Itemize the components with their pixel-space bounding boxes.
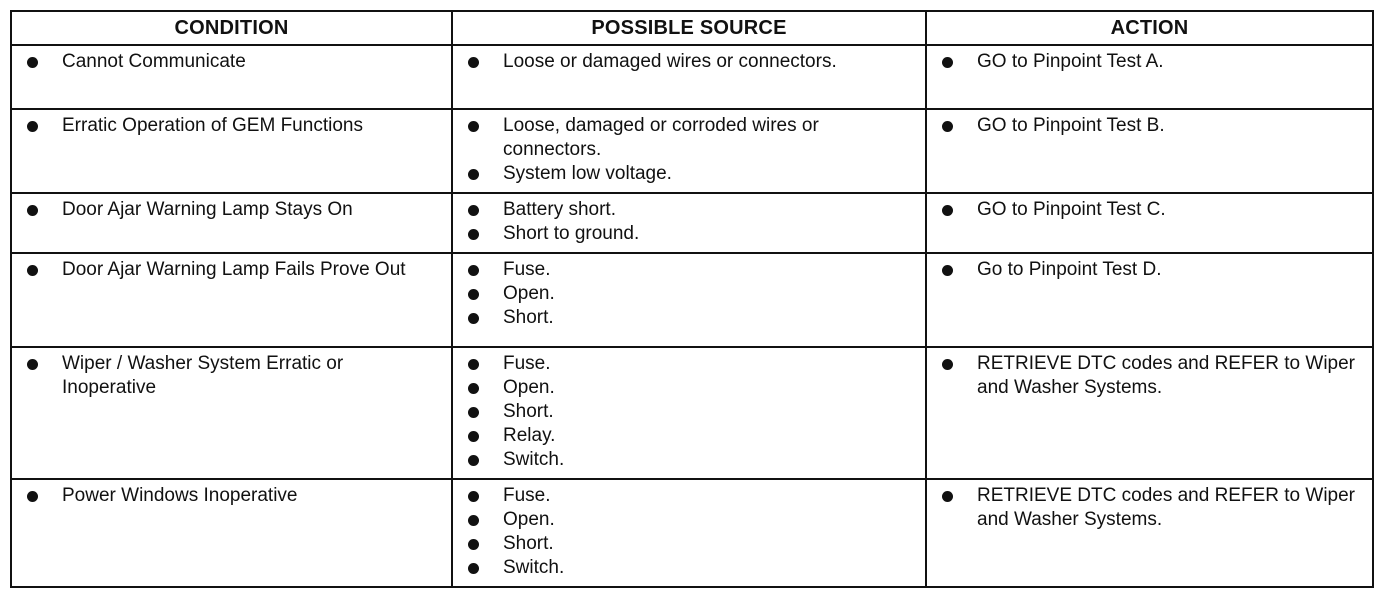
table-row bbox=[11, 109, 1373, 193]
list-item bbox=[465, 556, 915, 580]
action-cell-text: GO to Pinpoint Test B. bbox=[977, 115, 1165, 136]
bullet-icon bbox=[468, 359, 479, 370]
action-cell bbox=[926, 479, 1373, 587]
action-cell bbox=[926, 193, 1373, 253]
bullet-icon bbox=[468, 383, 479, 394]
possible-source-cell bbox=[452, 109, 926, 193]
condition-header: CONDITION bbox=[11, 11, 452, 45]
possible-source-cell-text: System low voltage. bbox=[503, 163, 672, 184]
condition-cell-list bbox=[24, 352, 441, 400]
table-body bbox=[11, 45, 1373, 587]
condition-cell bbox=[11, 109, 452, 193]
possible-source-cell-text: Switch. bbox=[503, 557, 565, 578]
bullet-icon bbox=[468, 169, 479, 180]
condition-cell bbox=[11, 253, 452, 347]
bullet-icon bbox=[468, 431, 479, 442]
action-cell bbox=[926, 347, 1373, 479]
bullet-icon bbox=[27, 359, 38, 370]
action-cell-text: RETRIEVE DTC codes and REFER to Wiper and Washer Systems. bbox=[977, 485, 1355, 530]
possible-source-cell-list bbox=[465, 484, 915, 580]
action-cell-list bbox=[939, 258, 1362, 282]
action-header: ACTION bbox=[926, 11, 1373, 45]
possible-source-cell-list bbox=[465, 258, 915, 330]
bullet-icon bbox=[468, 289, 479, 300]
action-cell-list bbox=[939, 198, 1362, 222]
list-item bbox=[939, 352, 1362, 400]
possible-source-cell-text: Switch. bbox=[503, 449, 565, 470]
bullet-icon bbox=[468, 265, 479, 276]
list-item bbox=[24, 258, 441, 282]
action-cell-text: GO to Pinpoint Test C. bbox=[977, 199, 1166, 220]
table-row bbox=[11, 347, 1373, 479]
condition-cell-list bbox=[24, 114, 441, 138]
list-item bbox=[939, 258, 1362, 282]
possible-source-cell-text: Short. bbox=[503, 533, 554, 554]
action-cell-text: RETRIEVE DTC codes and REFER to Wiper and Washer Systems. bbox=[977, 353, 1355, 398]
possible-source-cell-list bbox=[465, 198, 915, 246]
bullet-icon bbox=[468, 313, 479, 324]
possible-source-cell-text: Battery short. bbox=[503, 199, 616, 220]
bullet-icon bbox=[942, 359, 953, 370]
possible-source-header: POSSIBLE SOURCE bbox=[452, 11, 926, 45]
action-cell-list bbox=[939, 352, 1362, 400]
possible-source-cell-text: Loose or damaged wires or connectors. bbox=[503, 51, 837, 72]
possible-source-cell-text: Short. bbox=[503, 307, 554, 328]
possible-source-cell bbox=[452, 45, 926, 109]
action-cell-list bbox=[939, 484, 1362, 532]
possible-source-cell bbox=[452, 193, 926, 253]
bullet-icon bbox=[942, 265, 953, 276]
condition-cell-list bbox=[24, 50, 441, 74]
list-item bbox=[24, 484, 441, 508]
bullet-icon bbox=[468, 455, 479, 466]
list-item bbox=[465, 400, 915, 424]
table-row bbox=[11, 193, 1373, 253]
action-cell-text: GO to Pinpoint Test A. bbox=[977, 51, 1164, 72]
list-item bbox=[465, 306, 915, 330]
condition-cell-text: Door Ajar Warning Lamp Fails Prove Out bbox=[62, 259, 406, 280]
list-item bbox=[24, 352, 441, 400]
possible-source-cell-list bbox=[465, 352, 915, 472]
possible-source-cell-text: Short to ground. bbox=[503, 223, 640, 244]
list-item bbox=[939, 484, 1362, 532]
list-item bbox=[24, 114, 441, 138]
possible-source-cell-text: Short. bbox=[503, 401, 554, 422]
list-item bbox=[465, 376, 915, 400]
list-item bbox=[24, 50, 441, 74]
table-row bbox=[11, 253, 1373, 347]
list-item bbox=[465, 484, 915, 508]
action-cell-list bbox=[939, 50, 1362, 74]
list-item bbox=[939, 114, 1362, 138]
condition-cell-list bbox=[24, 484, 441, 508]
list-item bbox=[465, 50, 915, 74]
list-item bbox=[465, 508, 915, 532]
possible-source-cell bbox=[452, 347, 926, 479]
possible-source-cell-text: Loose, damaged or corroded wires or connectors. bbox=[503, 115, 819, 160]
bullet-icon bbox=[27, 265, 38, 276]
bullet-icon bbox=[468, 121, 479, 132]
possible-source-cell bbox=[452, 253, 926, 347]
possible-source-cell-text: Open. bbox=[503, 509, 555, 530]
list-item bbox=[24, 198, 441, 222]
possible-source-cell-text: Fuse. bbox=[503, 259, 551, 280]
bullet-icon bbox=[468, 229, 479, 240]
condition-cell-text: Erratic Operation of GEM Functions bbox=[62, 115, 363, 136]
bullet-icon bbox=[468, 515, 479, 526]
bullet-icon bbox=[27, 491, 38, 502]
possible-source-cell-text: Fuse. bbox=[503, 485, 551, 506]
bullet-icon bbox=[468, 205, 479, 216]
possible-source-cell-list bbox=[465, 50, 915, 74]
possible-source-cell-text: Fuse. bbox=[503, 353, 551, 374]
condition-cell-text: Door Ajar Warning Lamp Stays On bbox=[62, 199, 353, 220]
condition-cell-list bbox=[24, 198, 441, 222]
action-cell bbox=[926, 45, 1373, 109]
diagnosis-table bbox=[10, 10, 1374, 588]
possible-source-cell bbox=[452, 479, 926, 587]
list-item bbox=[939, 50, 1362, 74]
action-cell-list bbox=[939, 114, 1362, 138]
table-row bbox=[11, 45, 1373, 109]
list-item bbox=[465, 352, 915, 376]
possible-source-cell-text: Open. bbox=[503, 377, 555, 398]
bullet-icon bbox=[27, 57, 38, 68]
condition-cell-text: Power Windows Inoperative bbox=[62, 485, 298, 506]
bullet-icon bbox=[468, 539, 479, 550]
list-item bbox=[465, 282, 915, 306]
possible-source-cell-text: Open. bbox=[503, 283, 555, 304]
bullet-icon bbox=[942, 491, 953, 502]
list-item bbox=[465, 448, 915, 472]
condition-cell bbox=[11, 193, 452, 253]
list-item bbox=[465, 222, 915, 246]
action-cell-text: Go to Pinpoint Test D. bbox=[977, 259, 1162, 280]
list-item bbox=[465, 114, 915, 162]
condition-cell bbox=[11, 347, 452, 479]
list-item bbox=[465, 162, 915, 186]
bullet-icon bbox=[27, 121, 38, 132]
list-item bbox=[465, 198, 915, 222]
condition-cell bbox=[11, 479, 452, 587]
list-item bbox=[465, 258, 915, 282]
action-cell bbox=[926, 253, 1373, 347]
bullet-icon bbox=[468, 491, 479, 502]
bullet-icon bbox=[468, 57, 479, 68]
list-item bbox=[465, 532, 915, 556]
list-item bbox=[465, 424, 915, 448]
bullet-icon bbox=[27, 205, 38, 216]
condition-cell bbox=[11, 45, 452, 109]
condition-cell-text: Cannot Communicate bbox=[62, 51, 246, 72]
header-row bbox=[11, 11, 1373, 45]
table-row bbox=[11, 479, 1373, 587]
bullet-icon bbox=[468, 407, 479, 418]
bullet-icon bbox=[468, 563, 479, 574]
action-cell bbox=[926, 109, 1373, 193]
list-item bbox=[939, 198, 1362, 222]
condition-cell-list bbox=[24, 258, 441, 282]
possible-source-cell-text: Relay. bbox=[503, 425, 556, 446]
bullet-icon bbox=[942, 121, 953, 132]
bullet-icon bbox=[942, 205, 953, 216]
possible-source-cell-list bbox=[465, 114, 915, 186]
bullet-icon bbox=[942, 57, 953, 68]
condition-cell-text: Wiper / Washer System Erratic or Inoperative bbox=[62, 353, 344, 398]
